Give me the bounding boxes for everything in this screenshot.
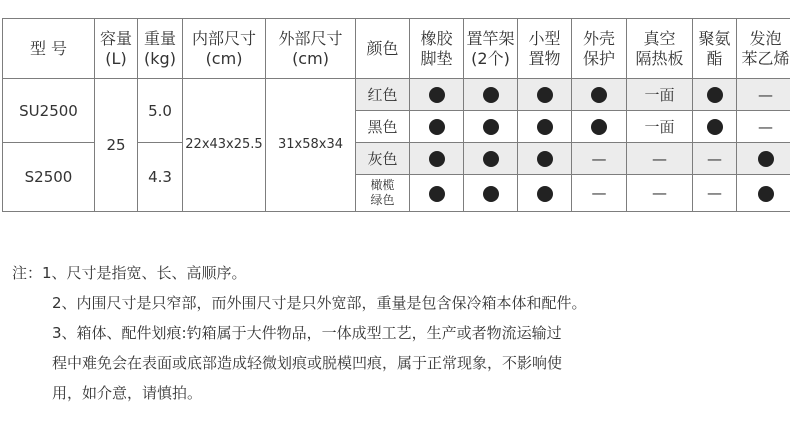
feature-cell: [737, 175, 790, 212]
feature-cell: [627, 143, 693, 175]
dash-mark: —: [652, 184, 667, 202]
feature-cell: [693, 111, 737, 143]
header-rubber-feet: 橡胶 脚垫: [410, 19, 464, 79]
inner-dims-cell: 22x43x25.5: [183, 79, 266, 212]
one-side-label: 一面: [644, 85, 675, 104]
feature-cell: [518, 79, 572, 111]
feature-cell: [410, 111, 464, 143]
color-cell: 红色: [356, 79, 410, 111]
dash-mark: —: [707, 184, 722, 202]
filled-dot-icon: [429, 119, 445, 135]
note-line-3: 3、箱体、配件划痕:钓箱属于大件物品，一体成型工艺，生产或者物流运输过: [52, 324, 562, 342]
feature-cell: [693, 175, 737, 212]
feature-cell: [627, 79, 693, 111]
filled-dot-icon: [483, 151, 499, 167]
dash-mark: —: [591, 184, 607, 202]
feature-cell: [410, 143, 464, 175]
color-cell: 灰色: [356, 143, 410, 175]
filled-dot-icon: [537, 87, 553, 103]
filled-dot-icon: [483, 87, 499, 103]
filled-dot-icon: [591, 87, 607, 103]
header-model: 型 号: [3, 19, 95, 79]
header-color: 颜色: [356, 19, 410, 79]
header-shell-protect: 外壳 保护: [572, 19, 627, 79]
table-row: [3, 79, 790, 111]
filled-dot-icon: [537, 119, 553, 135]
filled-dot-icon: [537, 186, 553, 202]
feature-cell: [518, 175, 572, 212]
note-line-1: 注：1、尺寸是指宽、长、高顺序。: [12, 264, 247, 282]
spec-table: [2, 18, 790, 212]
feature-cell: [693, 143, 737, 175]
feature-cell: [737, 143, 790, 175]
feature-cell: [410, 79, 464, 111]
feature-cell: [464, 143, 518, 175]
feature-cell: [572, 111, 627, 143]
header-rod-rack: 置竿架 (2个): [464, 19, 518, 79]
feature-cell: [518, 143, 572, 175]
filled-dot-icon: [537, 151, 553, 167]
feature-cell: [737, 79, 790, 111]
feature-cell: [410, 175, 464, 212]
color-cell: 黑色: [356, 111, 410, 143]
feature-cell: [693, 79, 737, 111]
filled-dot-icon: [429, 87, 445, 103]
dash-mark: —: [652, 149, 667, 168]
filled-dot-icon: [707, 119, 723, 135]
model-cell: S2500: [3, 143, 95, 212]
note-line-2: 2、内围尺寸是只窄部，而外围尺寸是只外宽部，重量是包含保冷箱本体和配件。: [52, 294, 587, 312]
header-small-rack: 小型 置物: [518, 19, 572, 79]
filled-dot-icon: [758, 186, 774, 202]
capacity-cell: 25: [95, 79, 138, 212]
notes-section: [12, 258, 782, 408]
header-weight: 重量 (kg): [138, 19, 183, 79]
filled-dot-icon: [707, 87, 723, 103]
header-outer-size: 外部尺寸 (cm): [266, 19, 356, 79]
feature-cell: [572, 79, 627, 111]
header-vacuum-panel: 真空 隔热板: [627, 19, 693, 79]
filled-dot-icon: [483, 186, 499, 202]
outer-dims-cell: 31x58x34: [266, 79, 356, 212]
feature-cell: [572, 143, 627, 175]
header-capacity: 容量 (L): [95, 19, 138, 79]
one-side-label: 一面: [644, 117, 675, 136]
weight-cell: 4.3: [138, 143, 183, 212]
dash-mark: —: [758, 85, 773, 104]
dash-mark: —: [591, 149, 607, 168]
color-cell: 橄榄 绿色: [356, 175, 410, 212]
header-polyurethane: 聚氨 酯: [693, 19, 737, 79]
feature-cell: [518, 111, 572, 143]
filled-dot-icon: [429, 151, 445, 167]
feature-cell: [572, 175, 627, 212]
feature-cell: [627, 111, 693, 143]
header-inner-size: 内部尺寸 (cm): [183, 19, 266, 79]
filled-dot-icon: [591, 119, 607, 135]
weight-cell: 5.0: [138, 79, 183, 143]
note-line-5: 用，如介意，请慎拍。: [52, 384, 203, 402]
dash-mark: —: [707, 149, 722, 168]
feature-cell: [627, 175, 693, 212]
feature-cell: [464, 175, 518, 212]
header-row: [3, 19, 790, 79]
header-styrofoam: 发泡 苯乙烯: [737, 19, 790, 79]
feature-cell: [464, 79, 518, 111]
filled-dot-icon: [483, 119, 499, 135]
filled-dot-icon: [758, 151, 774, 167]
model-cell: SU2500: [3, 79, 95, 143]
note-line-4: 程中难免会在表面或底部造成轻微划痕或脱模凹痕，属于正常现象，不影响使: [52, 354, 563, 372]
feature-cell: [737, 111, 790, 143]
dash-mark: —: [758, 117, 773, 136]
feature-cell: [464, 111, 518, 143]
filled-dot-icon: [429, 186, 445, 202]
